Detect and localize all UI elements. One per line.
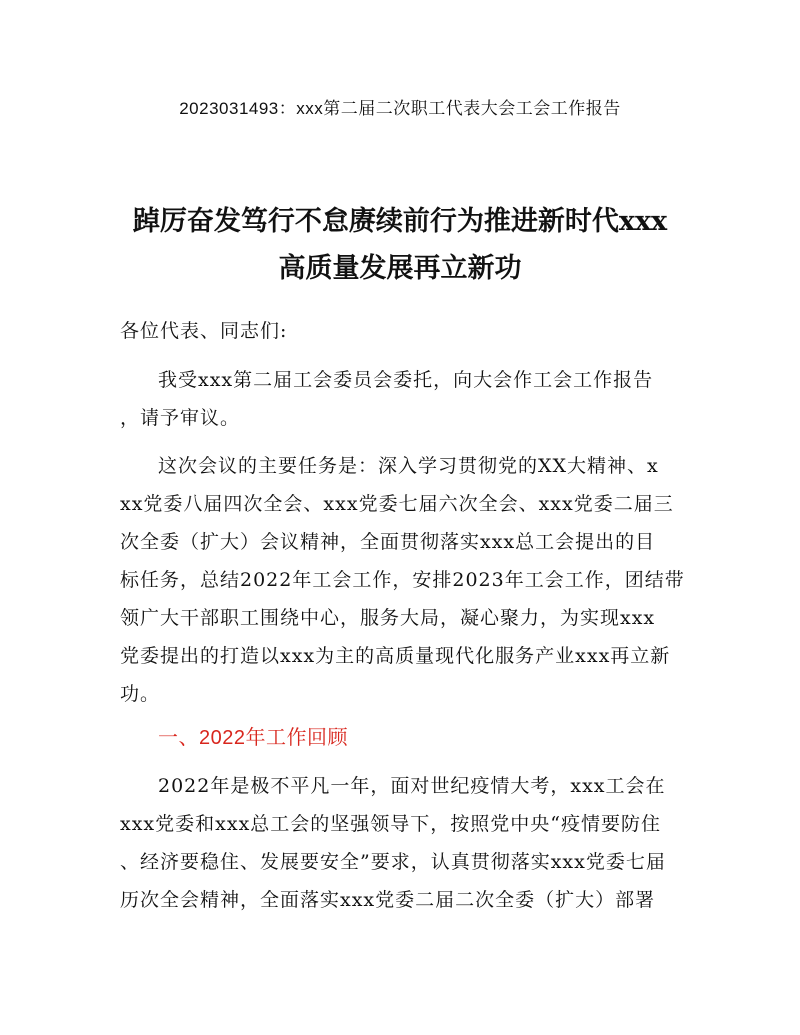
- paragraph-line: 这次会议的主要任务是：深入学习贯彻党的XX大精神、x: [158, 455, 659, 477]
- paragraph-line: 历次全会精神，全面落实xxx党委二届二次全委（扩大）部署: [120, 889, 656, 911]
- paragraph-line: 、经济要稳住、发展要安全”要求，认真贯彻落实xxx党委七届: [120, 851, 666, 873]
- paragraph-review: [120, 767, 680, 919]
- paragraph-line: xx党委八届四次全会、xxx党委七届六次全会、xxx党委二届三: [120, 493, 674, 515]
- paragraph-line: 2022年是极不平凡一年，面对世纪疫情大考，xxx工会在: [158, 775, 666, 797]
- paragraph-tasks: [120, 447, 685, 713]
- paragraph-line: 次全委（扩大）会议精神，全面贯彻落实xxx总工会提出的目: [120, 531, 656, 553]
- document-header: 2023031493：xxx第二届二次职工代表大会工会工作报告: [179, 99, 621, 118]
- paragraph-line: 我受xxx第二届工会委员会委托，向大会作工会工作报告: [158, 369, 654, 391]
- title-line: 踔厉奋发笃行不怠赓续前行为推进新时代xxx: [132, 206, 668, 237]
- paragraph-line: 功。: [120, 683, 161, 705]
- paragraph-line: xxx党委和xxx总工会的坚强领导下，按照党中央“疫情要防住: [120, 813, 662, 835]
- title-line: 高质量发展再立新功: [278, 253, 522, 284]
- paragraph-line: 党委提出的打造以xxx为主的高质量现代化服务产业xxx再立新: [120, 645, 671, 667]
- paragraph-mandate: [120, 361, 680, 437]
- paragraph-line: ，请予审议。: [120, 407, 241, 429]
- paragraph-line: 标任务，总结2022年工会工作，安排2023年工会工作，团结带: [120, 569, 685, 591]
- paragraph-line: 领广大干部职工围绕中心，服务大局，凝心聚力，为实现xxx: [120, 607, 656, 629]
- document-title: [60, 198, 740, 292]
- salutation: 各位代表、同志们:: [120, 320, 288, 342]
- section-heading: 一、2022年工作回顾: [158, 727, 348, 749]
